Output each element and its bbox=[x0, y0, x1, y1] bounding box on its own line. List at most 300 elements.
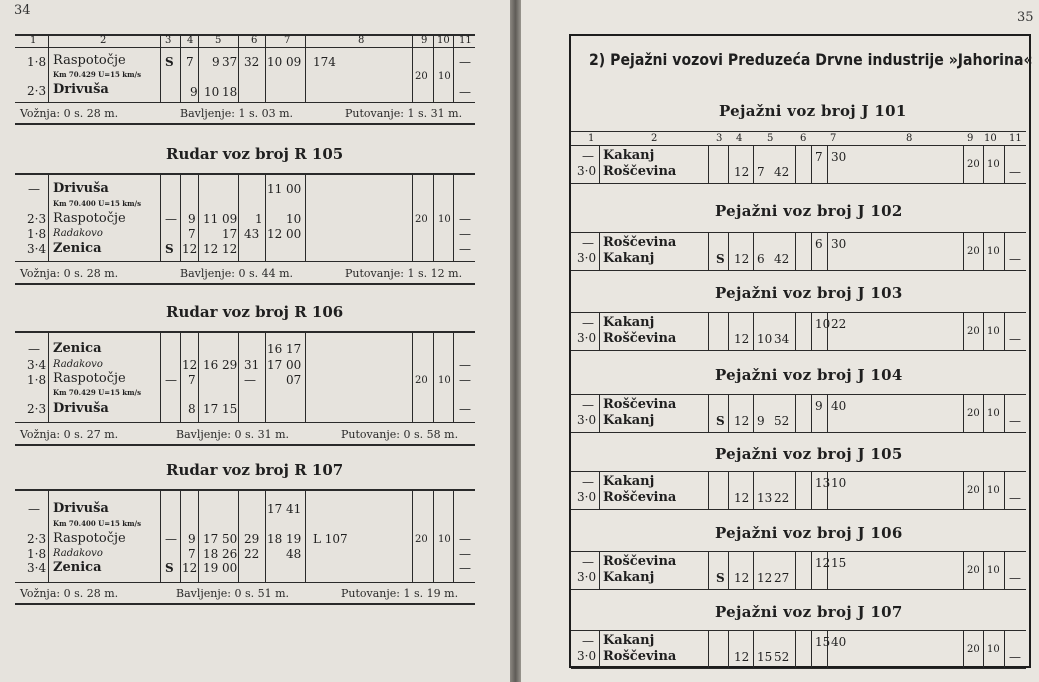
station-name: Roščevina bbox=[603, 649, 677, 664]
column-rule bbox=[963, 312, 964, 350]
table-rule bbox=[571, 145, 1026, 146]
column-header: 7 bbox=[284, 35, 291, 46]
distance: 3·0 bbox=[577, 649, 597, 663]
cell: 20 bbox=[967, 644, 980, 655]
cell: — bbox=[165, 212, 177, 226]
station-name: Roščevina bbox=[603, 331, 677, 346]
column-header: 11 bbox=[1009, 133, 1022, 144]
summary-travel: Putovanje: 1 s. 19 m. bbox=[341, 587, 459, 600]
left-page bbox=[0, 0, 510, 682]
column-rule bbox=[180, 331, 181, 422]
column-rule bbox=[728, 145, 729, 183]
column-rule bbox=[753, 145, 754, 183]
cell: 00 bbox=[286, 182, 302, 196]
train-title: Pejažni voz broj J 104 bbox=[715, 366, 903, 384]
column-rule bbox=[963, 630, 964, 668]
distance: 3·4 bbox=[27, 561, 47, 575]
column-rule bbox=[180, 34, 181, 102]
cell: — bbox=[459, 373, 471, 387]
cell: — bbox=[459, 227, 471, 241]
cell: 12 bbox=[182, 561, 198, 575]
distance: 1·8 bbox=[27, 373, 47, 387]
cell: 29 bbox=[244, 532, 260, 546]
distance: 1·8 bbox=[27, 227, 47, 241]
cell: 30 bbox=[831, 150, 847, 164]
table-rule bbox=[571, 232, 1026, 233]
column-rule bbox=[412, 331, 413, 422]
cell: L 107 bbox=[313, 532, 348, 546]
column-rule bbox=[412, 34, 413, 102]
cell: 9 bbox=[188, 212, 196, 226]
table-rule bbox=[15, 444, 475, 446]
column-rule bbox=[963, 394, 964, 432]
distance: 3·0 bbox=[577, 570, 597, 584]
column-rule bbox=[305, 331, 306, 422]
page-number: 35 bbox=[1017, 10, 1034, 25]
column-rule bbox=[827, 145, 828, 183]
train-title: Rudar voz broj R 107 bbox=[166, 461, 344, 479]
cell: 09 bbox=[222, 212, 238, 226]
station-name: Raspotočje bbox=[53, 371, 126, 386]
section-heading: 2) Pejažni vozovi Preduzeća Drvne industrije »Jahorina« bbox=[589, 50, 1033, 69]
cell: 12 bbox=[815, 556, 831, 570]
cell: 18 bbox=[222, 85, 238, 99]
column-rule bbox=[1004, 551, 1005, 589]
cell: 20 bbox=[967, 246, 980, 257]
distance: — bbox=[28, 182, 40, 196]
summary-travel: Putovanje: 1 s. 12 m. bbox=[345, 267, 463, 280]
cell: 15 bbox=[222, 402, 238, 416]
cell: — bbox=[1009, 414, 1021, 428]
station-name: Raspotočje bbox=[53, 531, 126, 546]
column-rule bbox=[599, 394, 600, 432]
column-rule bbox=[160, 489, 161, 582]
column-rule bbox=[827, 394, 828, 432]
cell: — bbox=[459, 358, 471, 372]
column-rule bbox=[811, 232, 812, 270]
cell: 17 bbox=[267, 358, 283, 372]
station-name: Radakovo bbox=[53, 228, 103, 239]
column-rule bbox=[753, 232, 754, 270]
cell: 20 bbox=[967, 159, 980, 170]
cell: 20 bbox=[415, 534, 428, 545]
column-rule bbox=[433, 173, 434, 261]
table-rule bbox=[571, 509, 1026, 510]
column-rule bbox=[728, 312, 729, 350]
column-rule bbox=[728, 232, 729, 270]
cell: — bbox=[459, 402, 471, 416]
column-rule bbox=[48, 173, 49, 261]
column-header: 8 bbox=[358, 35, 365, 46]
distance: — bbox=[582, 634, 594, 648]
column-header: 10 bbox=[984, 133, 997, 144]
column-rule bbox=[708, 471, 709, 509]
column-rule bbox=[198, 489, 199, 582]
column-header: 10 bbox=[437, 35, 450, 46]
cell: 10 bbox=[438, 534, 451, 545]
cell: 7 bbox=[188, 373, 196, 387]
cell: 43 bbox=[244, 227, 260, 241]
cell: 26 bbox=[222, 547, 238, 561]
cell: 12 bbox=[734, 650, 750, 664]
column-header: 2 bbox=[100, 35, 107, 46]
table-rule bbox=[571, 394, 1026, 395]
cell: 7 bbox=[815, 150, 823, 164]
cell: 17 bbox=[286, 342, 302, 356]
cell: 12 bbox=[734, 332, 750, 346]
cell: 07 bbox=[286, 373, 302, 387]
column-rule bbox=[599, 312, 600, 350]
cell: — bbox=[1009, 165, 1021, 179]
cell: 50 bbox=[222, 532, 238, 546]
cell: S bbox=[716, 414, 725, 428]
table-rule bbox=[571, 668, 1026, 669]
km-note: Km 70.400 U=15 km/s bbox=[53, 519, 142, 528]
cell: 9 bbox=[190, 85, 198, 99]
cell: 20 bbox=[967, 485, 980, 496]
distance: 3·4 bbox=[27, 242, 47, 256]
column-rule bbox=[1004, 394, 1005, 432]
train-title: Rudar voz broj R 106 bbox=[166, 303, 344, 321]
column-rule bbox=[753, 471, 754, 509]
column-rule bbox=[160, 34, 161, 102]
column-rule bbox=[599, 551, 600, 589]
column-rule bbox=[795, 551, 796, 589]
column-rule bbox=[238, 489, 239, 582]
distance: 3·0 bbox=[577, 164, 597, 178]
station-name: Drivuša bbox=[53, 82, 109, 97]
column-header: 6 bbox=[251, 35, 258, 46]
table-rule bbox=[571, 131, 1026, 132]
cell: 40 bbox=[831, 635, 847, 649]
column-header: 9 bbox=[421, 35, 428, 46]
distance: 3·4 bbox=[27, 358, 47, 372]
column-rule bbox=[599, 471, 600, 509]
column-rule bbox=[753, 630, 754, 668]
cell: 12 bbox=[734, 165, 750, 179]
column-rule bbox=[238, 34, 239, 102]
cell: 12 bbox=[757, 571, 773, 585]
km-note: Km 70.400 U=15 km/s bbox=[53, 199, 142, 208]
cell: 9 bbox=[212, 55, 220, 69]
cell: — bbox=[459, 242, 471, 256]
cell: — bbox=[459, 85, 471, 99]
column-rule bbox=[1004, 312, 1005, 350]
column-rule bbox=[963, 551, 964, 589]
column-rule bbox=[412, 489, 413, 582]
station-name: Drivuša bbox=[53, 401, 109, 416]
column-rule bbox=[265, 34, 266, 102]
cell: — bbox=[1009, 252, 1021, 266]
station-name: Drivuša bbox=[53, 181, 109, 196]
column-header: 7 bbox=[830, 133, 837, 144]
cell: 00 bbox=[286, 358, 302, 372]
cell: 22 bbox=[831, 317, 847, 331]
distance: 2·3 bbox=[27, 84, 47, 98]
column-header: 3 bbox=[165, 35, 172, 46]
column-rule bbox=[795, 312, 796, 350]
column-header: 3 bbox=[716, 133, 723, 144]
cell: 20 bbox=[415, 375, 428, 386]
column-rule bbox=[728, 471, 729, 509]
cell: 1 bbox=[255, 212, 263, 226]
table-rule bbox=[15, 102, 475, 103]
column-rule bbox=[433, 331, 434, 422]
column-header: 9 bbox=[967, 133, 974, 144]
cell: — bbox=[165, 373, 177, 387]
cell: 12 bbox=[734, 491, 750, 505]
station-name: Zenica bbox=[53, 560, 102, 575]
column-rule bbox=[433, 489, 434, 582]
train-title: Pejažni voz broj J 101 bbox=[719, 102, 907, 120]
cell: 10 bbox=[286, 212, 302, 226]
cell: 10 bbox=[987, 565, 1000, 576]
table-rule bbox=[571, 270, 1026, 271]
cell: — bbox=[459, 547, 471, 561]
cell: 41 bbox=[286, 502, 302, 516]
column-rule bbox=[811, 394, 812, 432]
cell: 20 bbox=[415, 71, 428, 82]
column-rule bbox=[963, 471, 964, 509]
column-rule bbox=[180, 489, 181, 582]
cell: 48 bbox=[286, 547, 302, 561]
cell: 12 bbox=[734, 252, 750, 266]
distance: 3·0 bbox=[577, 490, 597, 504]
column-rule bbox=[708, 630, 709, 668]
cell: 7 bbox=[188, 547, 196, 561]
cell: 16 bbox=[267, 342, 283, 356]
column-rule bbox=[708, 312, 709, 350]
cell: 10 bbox=[815, 317, 831, 331]
cell: 20 bbox=[967, 326, 980, 337]
station-name: Kakanj bbox=[603, 570, 655, 585]
cell: S bbox=[165, 561, 174, 575]
column-rule bbox=[795, 145, 796, 183]
table-rule bbox=[15, 283, 475, 285]
column-header: 5 bbox=[215, 35, 222, 46]
cell: 12 bbox=[734, 414, 750, 428]
column-rule bbox=[753, 551, 754, 589]
column-rule bbox=[963, 232, 964, 270]
distance: 1·8 bbox=[27, 55, 47, 69]
distance: 3·0 bbox=[577, 251, 597, 265]
station-name: Raspotočje bbox=[53, 53, 126, 68]
table-rule bbox=[15, 261, 475, 262]
distance: — bbox=[582, 149, 594, 163]
cell: 10 bbox=[438, 214, 451, 225]
train-title: Pejažni voz broj J 102 bbox=[715, 202, 903, 220]
cell: S bbox=[716, 571, 725, 585]
cell: 6 bbox=[757, 252, 765, 266]
column-rule bbox=[180, 173, 181, 261]
column-rule bbox=[983, 551, 984, 589]
station-name: Raspotočje bbox=[53, 211, 126, 226]
cell: 9 bbox=[757, 414, 765, 428]
cell: 17 bbox=[222, 227, 238, 241]
cell: 17 bbox=[267, 502, 283, 516]
column-rule bbox=[412, 173, 413, 261]
cell: 8 bbox=[188, 402, 196, 416]
column-rule bbox=[811, 551, 812, 589]
column-rule bbox=[983, 145, 984, 183]
column-rule bbox=[453, 331, 454, 422]
cell: 7 bbox=[186, 55, 194, 69]
cell: 17 bbox=[203, 532, 219, 546]
table-rule bbox=[15, 173, 475, 175]
distance: — bbox=[582, 236, 594, 250]
table-rule bbox=[15, 34, 475, 36]
summary-travel: Putovanje: 1 s. 31 m. bbox=[345, 107, 463, 120]
column-rule bbox=[811, 145, 812, 183]
summary-stopping: Bavljenje: 0 s. 31 m. bbox=[176, 428, 290, 441]
cell: 10 bbox=[267, 55, 283, 69]
column-header: 1 bbox=[30, 35, 37, 46]
summary-stopping: Bavljenje: 0 s. 51 m. bbox=[176, 587, 290, 600]
table-rule bbox=[15, 47, 475, 48]
table-rule bbox=[15, 603, 475, 605]
table-rule bbox=[571, 551, 1026, 552]
train-title: Pejažni voz broj J 107 bbox=[715, 603, 903, 621]
distance: 3·0 bbox=[577, 413, 597, 427]
column-header: 4 bbox=[187, 35, 194, 46]
cell: 37 bbox=[222, 55, 238, 69]
table-rule bbox=[15, 582, 475, 583]
page-number: 34 bbox=[14, 3, 31, 18]
column-rule bbox=[795, 630, 796, 668]
column-rule bbox=[265, 331, 266, 422]
cell: 42 bbox=[774, 165, 790, 179]
column-rule bbox=[983, 232, 984, 270]
station-name: Drivuša bbox=[53, 501, 109, 516]
cell: 7 bbox=[757, 165, 765, 179]
summary-driving: Vožnja: 0 s. 28 m. bbox=[20, 587, 119, 600]
table-rule bbox=[15, 422, 475, 423]
station-name: Kakanj bbox=[603, 413, 655, 428]
column-rule bbox=[599, 232, 600, 270]
cell: 10 bbox=[831, 476, 847, 490]
station-name: Kakanj bbox=[603, 474, 655, 489]
summary-driving: Vožnja: 0 s. 28 m. bbox=[20, 267, 119, 280]
cell: 10 bbox=[987, 644, 1000, 655]
column-rule bbox=[198, 331, 199, 422]
column-rule bbox=[305, 489, 306, 582]
column-header: 11 bbox=[459, 35, 472, 46]
cell: 10 bbox=[987, 159, 1000, 170]
cell: 15 bbox=[815, 635, 831, 649]
cell: 18 bbox=[203, 547, 219, 561]
column-rule bbox=[983, 630, 984, 668]
distance: — bbox=[582, 555, 594, 569]
column-rule bbox=[795, 394, 796, 432]
cell: 00 bbox=[286, 227, 302, 241]
column-rule bbox=[48, 34, 49, 102]
column-rule bbox=[599, 630, 600, 668]
cell: — bbox=[165, 532, 177, 546]
cell: 12 bbox=[222, 242, 238, 256]
column-rule bbox=[238, 173, 239, 261]
column-rule bbox=[48, 331, 49, 422]
train-title: Rudar voz broj R 105 bbox=[166, 145, 344, 163]
table-rule bbox=[571, 630, 1026, 631]
station-name: Roščevina bbox=[603, 397, 677, 412]
cell: — bbox=[459, 212, 471, 226]
station-name: Kakanj bbox=[603, 148, 655, 163]
column-rule bbox=[599, 145, 600, 183]
cell: 22 bbox=[774, 491, 790, 505]
column-rule bbox=[1004, 471, 1005, 509]
column-header: 5 bbox=[767, 133, 774, 144]
column-header: 4 bbox=[736, 133, 743, 144]
station-name: Kakanj bbox=[603, 633, 655, 648]
cell: 10 bbox=[438, 375, 451, 386]
cell: 11 bbox=[267, 182, 283, 196]
column-rule bbox=[753, 312, 754, 350]
column-rule bbox=[1004, 145, 1005, 183]
cell: 31 bbox=[244, 358, 260, 372]
column-rule bbox=[983, 312, 984, 350]
summary-stopping: Bavljenje: 1 s. 03 m. bbox=[180, 107, 294, 120]
station-name: Kakanj bbox=[603, 251, 655, 266]
column-header: 8 bbox=[906, 133, 913, 144]
cell: 00 bbox=[222, 561, 238, 575]
cell: 52 bbox=[774, 650, 790, 664]
km-note: Km 70.429 U=15 km/s bbox=[53, 388, 142, 397]
cell: 22 bbox=[244, 547, 260, 561]
station-name: Zenica bbox=[53, 241, 102, 256]
column-rule bbox=[728, 394, 729, 432]
cell: 09 bbox=[286, 55, 302, 69]
cell: 10 bbox=[987, 408, 1000, 419]
distance: — bbox=[582, 398, 594, 412]
table-rule bbox=[571, 183, 1026, 184]
column-rule bbox=[827, 232, 828, 270]
column-rule bbox=[265, 173, 266, 261]
cell: — bbox=[459, 55, 471, 69]
column-rule bbox=[453, 489, 454, 582]
table-rule bbox=[571, 312, 1026, 313]
cell: — bbox=[244, 373, 256, 387]
distance: 3·0 bbox=[577, 331, 597, 345]
cell: 12 bbox=[182, 358, 198, 372]
cell: 52 bbox=[774, 414, 790, 428]
cell: 9 bbox=[815, 399, 823, 413]
column-rule bbox=[48, 489, 49, 582]
cell: 17 bbox=[203, 402, 219, 416]
summary-stopping: Bavljenje: 0 s. 44 m. bbox=[180, 267, 294, 280]
column-rule bbox=[708, 232, 709, 270]
summary-driving: Vožnja: 0 s. 27 m. bbox=[20, 428, 119, 441]
station-name: Zenica bbox=[53, 341, 102, 356]
distance: 1·8 bbox=[27, 547, 47, 561]
cell: — bbox=[1009, 650, 1021, 664]
cell: — bbox=[459, 532, 471, 546]
station-name: Roščevina bbox=[603, 490, 677, 505]
column-header: 1 bbox=[588, 133, 595, 144]
cell: 20 bbox=[967, 408, 980, 419]
column-rule bbox=[728, 551, 729, 589]
distance: — bbox=[28, 342, 40, 356]
train-title: Pejažni voz broj J 103 bbox=[715, 284, 903, 302]
column-header: 2 bbox=[651, 133, 658, 144]
column-rule bbox=[433, 34, 434, 102]
cell: 10 bbox=[438, 71, 451, 82]
book-gutter bbox=[510, 0, 521, 682]
column-rule bbox=[305, 173, 306, 261]
cell: 7 bbox=[188, 227, 196, 241]
column-rule bbox=[795, 232, 796, 270]
cell: 18 bbox=[267, 532, 283, 546]
cell: S bbox=[165, 55, 174, 69]
